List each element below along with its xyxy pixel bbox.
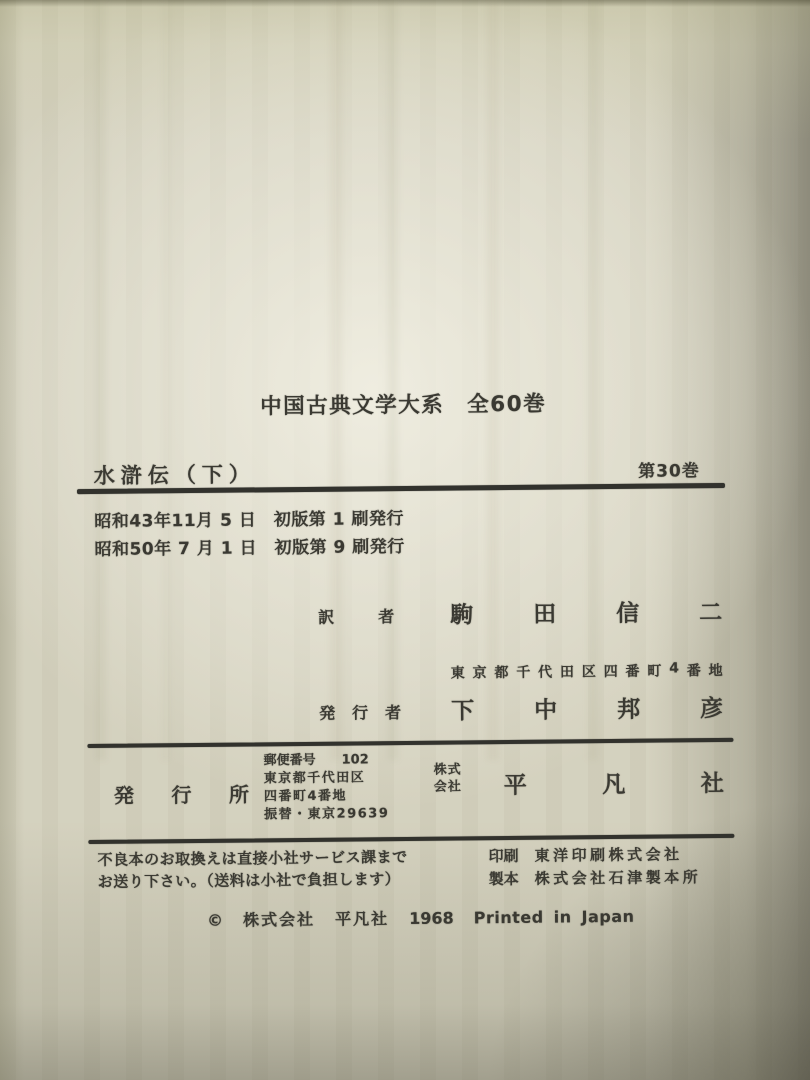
production-credits xyxy=(488,843,701,891)
copyright-line xyxy=(207,904,635,931)
notice-line2: お送り下さい。（送料は小社で負担します） xyxy=(97,870,401,891)
binding-label: 製本 xyxy=(488,869,519,889)
publishing-house-name: 平 凡 社 xyxy=(503,770,724,800)
office-address-line2: 四番町4番地 xyxy=(263,788,348,805)
office-transfer-line: 振替・東京29639 xyxy=(264,806,390,823)
copyright-year: 1968 xyxy=(409,908,454,928)
first-edition-line: 昭和43年11月 5 日 初版第 1 刷発行 xyxy=(94,509,405,532)
corporation-type xyxy=(434,761,462,795)
copyright-company: 株式会社 xyxy=(243,909,316,930)
publisher-label: 発 行 者 xyxy=(319,703,402,723)
office-rule-bottom xyxy=(88,834,734,844)
volume-number: 第30巻 xyxy=(638,461,700,482)
office-address-block xyxy=(264,751,390,824)
notice-line1: 不良本のお取換えは直接小社サービス課まで xyxy=(97,847,408,869)
ninth-printing-line: 昭和50年 7 月 1 日 初版第 9 刷発行 xyxy=(94,537,405,560)
edition-dates xyxy=(94,505,405,564)
office-label: 発 行 所 xyxy=(113,782,250,808)
binding-company: 株式会社石津製本所 xyxy=(534,868,702,888)
office-rule-top xyxy=(87,738,733,748)
translator-label: 訳 者 xyxy=(318,607,395,627)
postal-label: 郵便番号 xyxy=(263,752,316,769)
printing-credit-row xyxy=(488,843,701,868)
postal-code-line xyxy=(264,751,389,770)
postal-code: 102 xyxy=(341,752,369,768)
translator-name: 駒 田 信 二 xyxy=(450,599,723,629)
binding-credit-row xyxy=(489,866,702,891)
printing-label: 印刷 xyxy=(488,846,519,866)
copyright-publisher: 平凡社 xyxy=(335,909,390,929)
corporation-type-line1: 株式 xyxy=(433,762,462,778)
publisher-name: 下 中 邦 彦 xyxy=(451,695,724,725)
publisher-address: 東 京 都 千 代 田 区 四 番 町 4 番 地 xyxy=(450,660,723,682)
series-title: 中国古典文学大系 全60巻 xyxy=(260,391,547,420)
printing-company: 東洋印刷株式会社 xyxy=(534,845,683,865)
office-address-line1: 東京都千代田区 xyxy=(263,770,366,787)
defective-copy-notice xyxy=(97,846,407,893)
printed-in-japan: Printed in Japan xyxy=(473,906,635,928)
book-title: 水滸伝（下） xyxy=(93,462,256,488)
corporation-type-line2: 会社 xyxy=(433,779,462,795)
copyright-symbol: © xyxy=(207,910,224,930)
